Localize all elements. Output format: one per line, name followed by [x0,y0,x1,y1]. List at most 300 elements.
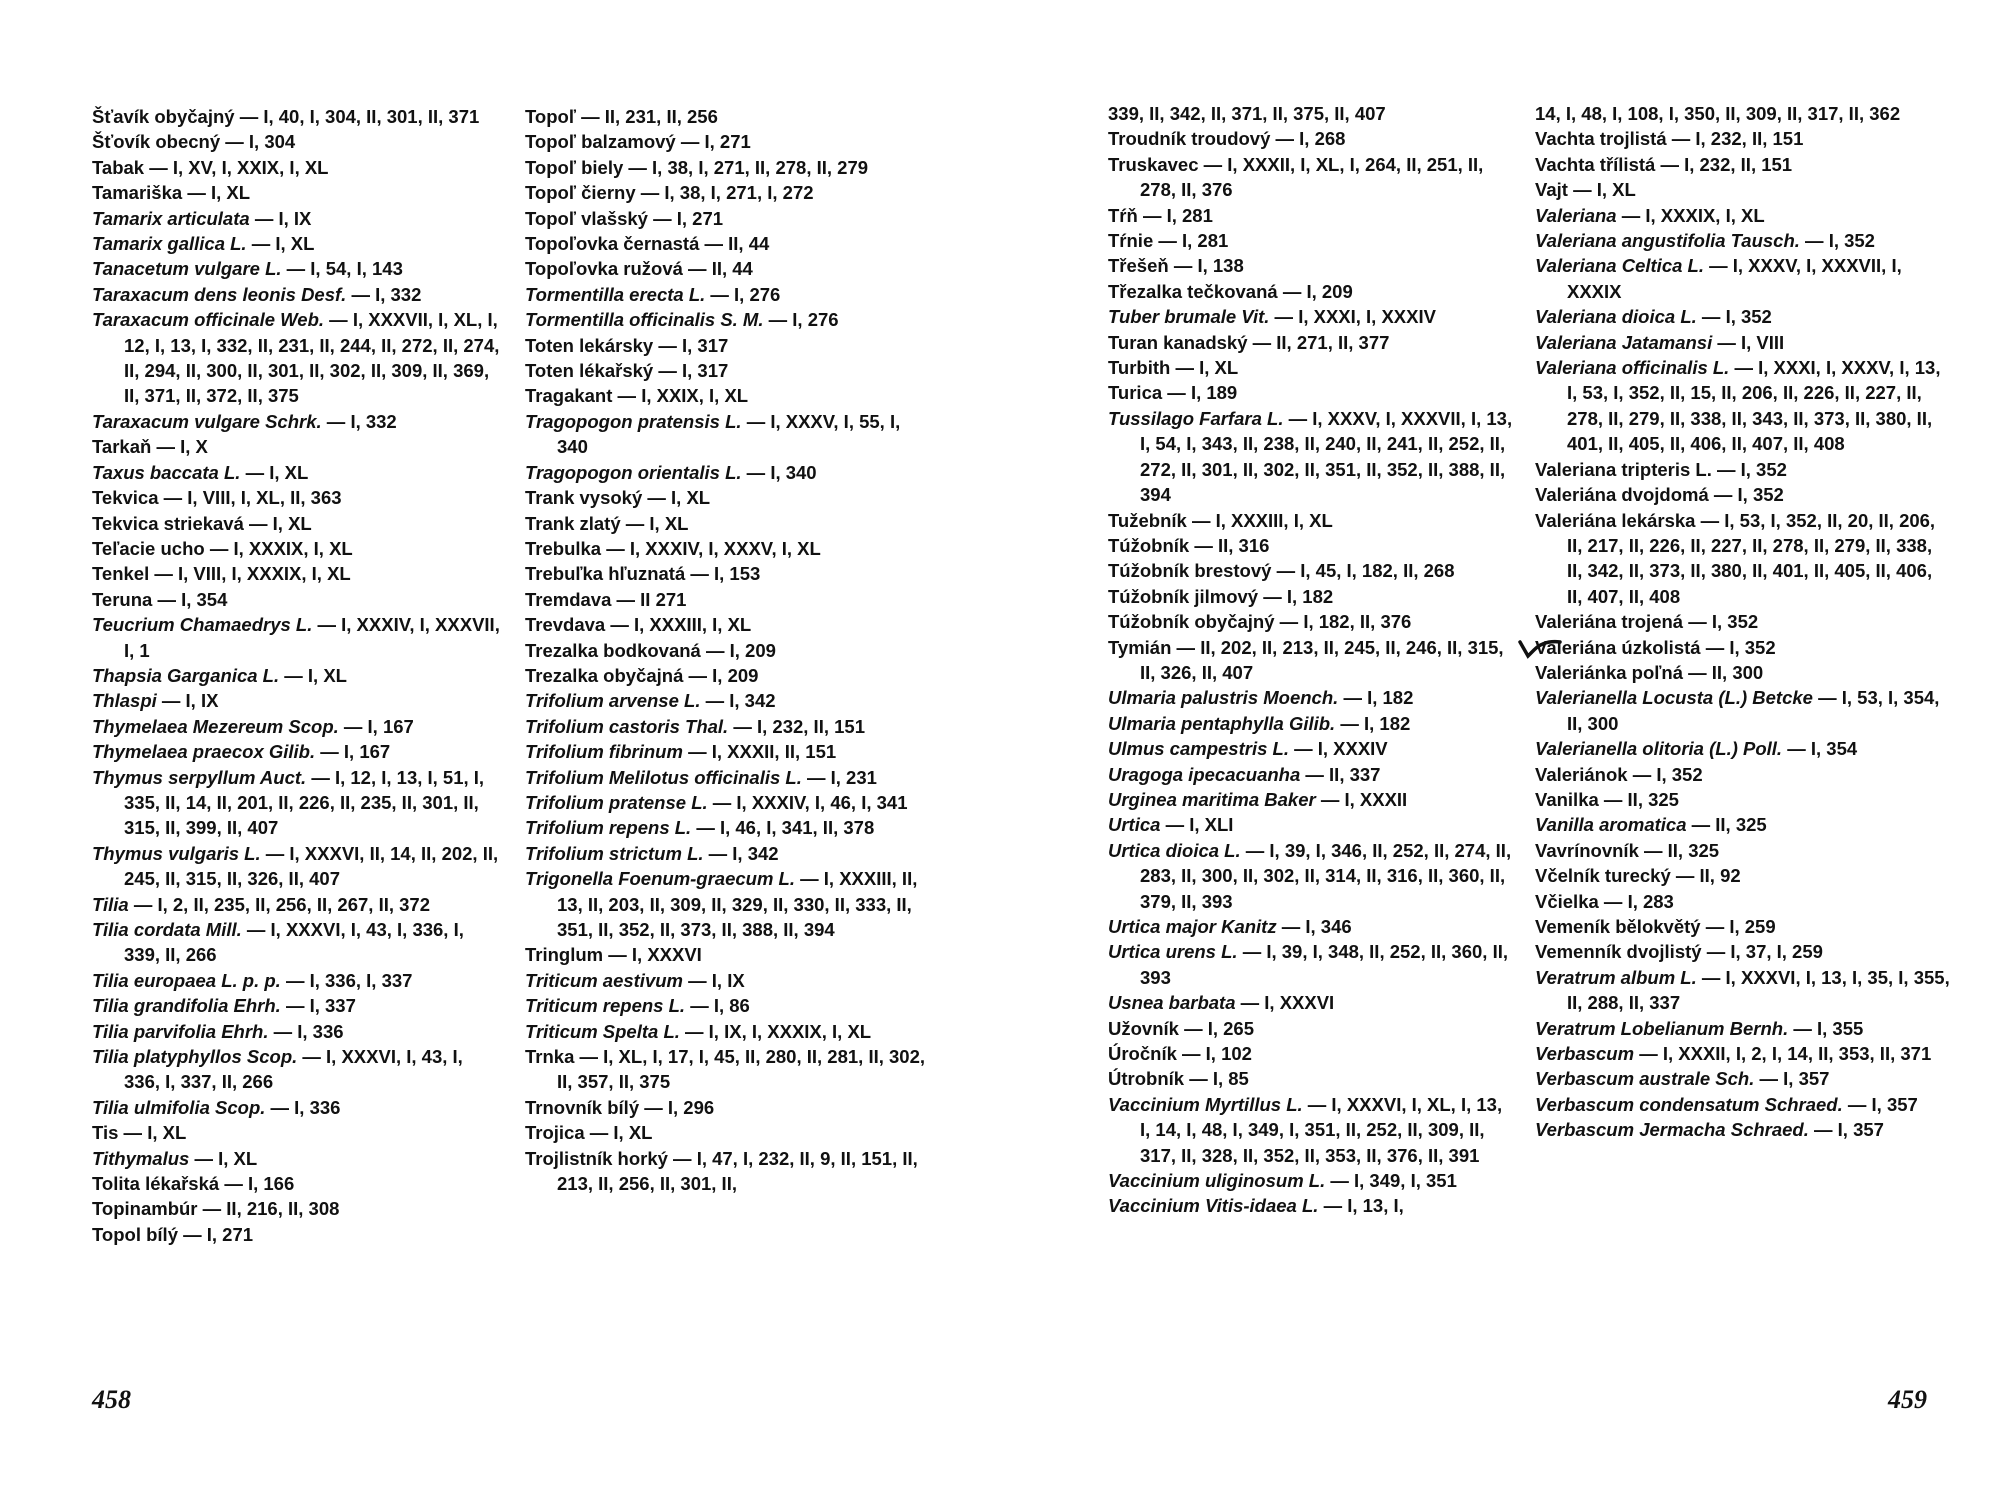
index-entry [525,180,927,205]
index-references: I, 355 [1817,1017,1864,1039]
dash-separator: — [246,919,266,940]
index-term: Vajt [1535,179,1568,201]
index-references: II, 44 [728,233,770,255]
dash-separator: — [746,461,766,483]
index-entry [1108,330,1516,355]
index-entry [92,180,502,205]
index-term: Thymelaea praecox Gilib. [92,741,316,763]
index-term: Thymus serpyllum Auct. [92,766,307,788]
index-term: Valeriana Jatamansi [1535,331,1713,353]
index-term: Tussilago Farfara L. [1108,407,1284,429]
index-entry [92,231,502,256]
index-entry [92,587,502,612]
index-references: I, 317 [681,360,729,382]
index-term: Valerianella Locusta (L.) Betcke [1535,687,1813,709]
index-references: I, XXXIX, I, XL [1645,204,1765,226]
index-references: I, 38, I, 271, I, 272 [664,182,814,204]
index-references: I, XXXVI [1264,992,1335,1014]
index-term: Vanilla aromatica [1535,814,1687,836]
index-term: Túžobník obyčajný [1108,611,1275,633]
index-entry [1108,812,1516,837]
index-term: Tamarix gallica L. [92,233,247,255]
index-entry [92,307,502,409]
dash-separator: — [320,741,339,763]
index-references: I, XL, I, 17, I, 45, II, 280, II, 281, II, 302, II, 357, II, 375 [557,1046,926,1093]
dash-separator: — [270,1096,290,1118]
index-term: Uragoga ipecacuanha [1108,763,1301,785]
index-term: Tymián [1108,636,1172,658]
index-entry [1535,101,1950,126]
index-references: I, XLI [1189,814,1234,836]
index-term: Valeriána lekárska [1535,509,1696,531]
index-entry [92,460,502,485]
dash-separator: — [1639,1043,1658,1065]
dash-separator: — [1245,839,1265,861]
index-term: Trifolium castoris Thal. [525,715,729,737]
dash-separator: — [302,1046,321,1068]
index-term: Tilia grandifolia Ehrh. [92,995,281,1017]
index-references: I, 336, I, 337 [309,969,413,991]
dash-separator: — [688,664,708,686]
index-references: I, 352 [1740,458,1787,480]
index-references: I, 352 [1711,611,1759,633]
dash-separator: — [157,588,176,610]
index-references: I, 271 [206,1223,254,1245]
index-references: I, XXXVI, I, 13, I, 35, I, 355, II, 288, II, 337 [1567,966,1950,1014]
index-term: Veratrum album L. [1535,966,1697,988]
index-references: I, 189 [1190,382,1238,404]
dash-separator: — [225,131,244,153]
index-entry [1108,253,1516,278]
index-term: Turan kanadský [1108,331,1248,353]
index-term: Usnea barbata [1108,992,1236,1014]
index-entry [1108,1016,1516,1041]
dash-separator: — [1603,890,1623,912]
index-term: Včelník turecký [1535,865,1671,887]
index-term: Třezalka tečkovaná [1108,280,1278,302]
index-references: I, VIII, I, XL, II, 363 [187,487,342,509]
dash-separator: — [1700,509,1720,531]
dash-separator: — [690,995,709,1017]
index-entry [525,688,927,713]
index-entry [92,714,502,739]
dash-separator: — [1688,661,1707,683]
index-references: I, 209 [1306,280,1353,302]
index-entry [1535,762,1950,787]
index-references: I, 342 [729,690,776,712]
index-term: Tragopogon pratensis L. [525,410,742,432]
index-term: Trigonella Foenum-graecum L. [525,868,796,890]
index-term: Thymelaea Mezereum Scop. [92,715,339,737]
dash-separator: — [273,1020,293,1042]
index-entry [92,206,502,231]
dash-separator: — [329,309,348,331]
index-term: Třešeň [1108,255,1169,277]
index-references: I, 352 [1656,763,1703,785]
index-term: Tilia platyphyllos Scop. [92,1046,298,1068]
index-entry [1108,1066,1516,1091]
index-references: I, 167 [343,741,391,763]
index-entry [92,612,502,663]
dash-separator: — [1632,763,1652,785]
index-references: I, 38, I, 271, II, 278, II, 279 [652,156,869,178]
index-entry [525,765,927,790]
index-entry [1108,1193,1516,1218]
dash-separator: — [1713,484,1733,506]
index-references: I, XXXV, I, 55, I, 340 [557,410,901,458]
index-entry [1108,711,1516,736]
index-entry [92,688,502,713]
dash-separator: — [1182,1043,1201,1065]
index-references: I, 337 [309,995,356,1017]
index-term: Tuber brumale Vit. [1108,306,1270,328]
index-term: Trank zlatý [525,512,621,534]
index-term: Urtica [1108,814,1161,836]
index-references: I, XXXV, I, XXXVII, I, 13, I, 54, I, 343, II, 238, II, 240, II, 241, II, 252, II, 272, II, 301, II, 302, II, 351, II, 352, II, 388, II, 394 [1140,407,1513,506]
index-term: Verbascum australe Sch. [1535,1068,1755,1090]
index-term: Šťavík obyčajný [92,106,235,127]
index-references: I, XXXVI, I, XL, I, 13, I, 14, I, 48, I, 349, I, 351, II, 252, II, 309, II, 317, II, 328, II, 352, II, 353, II, 376, II, 391 [1140,1093,1503,1166]
index-references: I, 232, II, 151 [756,715,865,737]
index-entry [92,1196,502,1221]
index-term: Valeriána úzkolistá [1535,636,1701,658]
dash-separator: — [202,1198,222,1220]
dash-separator: — [1847,1093,1867,1115]
index-references: I, 37, I, 259 [1730,941,1823,963]
index-entry [1535,177,1950,202]
index-entry [525,1146,927,1197]
dash-separator: — [589,1122,609,1144]
dash-separator: — [1793,1017,1812,1039]
index-references: I, 138 [1197,255,1244,277]
dash-separator: — [194,1147,213,1169]
index-entry [525,231,927,256]
index-entry [92,1146,502,1171]
index-entry [525,1095,927,1120]
index-references: I, 85 [1212,1068,1249,1090]
dash-separator: — [311,766,330,788]
index-references: I, XXXVI, I, 43, I, 336, I, 337, II, 266 [124,1046,463,1093]
index-term: Valeriana [1535,204,1617,226]
dash-separator: — [1573,179,1592,201]
index-term: Ulmaria pentaphylla Gilib. [1108,712,1336,734]
index-term: Toten lékařský [525,360,654,382]
index-references: I, IX [278,207,312,229]
dash-separator: — [1274,306,1294,328]
dash-separator: — [1671,128,1691,150]
index-references: I, 182 [1363,712,1411,734]
index-entry [1535,838,1950,863]
index-references: I, 271 [676,207,724,229]
index-references: I, XXXIV, I, XXXVII, I, 1 [124,614,500,661]
index-term: Tamarix articulata [92,207,250,229]
index-term: Vaccinium Vitis-idaea L. [1108,1195,1319,1217]
dash-separator: — [1173,255,1193,277]
dash-separator: — [1189,1068,1208,1090]
index-term: Tamariška [92,182,183,204]
index-term: Vemeník bělokvětý [1535,916,1701,937]
dash-separator: — [1240,992,1260,1014]
index-references: I, XXXII, I, 2, I, 14, II, 353, II, 371 [1662,1043,1932,1065]
index-references: I, 357 [1837,1119,1884,1141]
dash-separator: — [154,563,173,585]
index-references: I, XL [1199,357,1239,379]
index-entry [92,409,502,434]
index-entry [1535,660,1950,685]
index-entry [525,104,927,129]
index-references: I, 332 [350,410,397,432]
dash-separator: — [1263,585,1282,607]
dash-separator: — [1203,153,1223,175]
index-references: II, 92 [1699,865,1741,887]
index-entry [92,256,502,281]
index-term: Tekvica [92,487,159,509]
index-references: I, 354 [1810,738,1858,760]
index-term: Urginea maritima Baker [1108,788,1316,810]
index-references: I, 340 [770,461,817,483]
index-entry [92,155,502,180]
index-references: I, 102 [1205,1043,1252,1065]
index-term: Verbascum condensatum Schraed. [1535,1093,1843,1115]
index-references: I, XL [147,1122,187,1144]
index-references: I, 182 [1367,687,1414,709]
dash-separator: — [628,156,647,178]
index-references: II, 325 [1667,839,1720,861]
index-term: Topol bílý [92,1223,178,1245]
index-entry [92,968,502,993]
index-references: I, 53, I, 352, II, 20, II, 206, II, 217, II, 226, II, 227, II, 278, II, 279, II, 338, II, 342, II, 373, II, 380, II, 401, II, 405, II, 406, II, 407, II, 408 [1567,509,1936,607]
dash-separator: — [616,588,636,610]
index-term: Valeriánok [1535,763,1628,785]
dash-separator: — [688,969,707,991]
dash-separator: — [133,893,153,915]
dash-separator: — [224,1173,243,1195]
dash-separator: — [1252,331,1272,353]
index-entry [1108,558,1516,583]
index-references: II, 216, II, 308 [226,1198,340,1220]
index-entry [525,383,927,408]
index-term: Úročník [1108,1043,1177,1065]
index-column-2 [525,104,927,1196]
index-term: Trojica [525,1122,585,1144]
index-references: I, XXXVI, II, 14, II, 202, II, 245, II, 315, II, 326, II, 407 [124,842,499,890]
index-term: Topoľovka černastá [525,233,700,255]
index-entry [1108,228,1516,253]
index-term: Valeriana angustifolia Tausch. [1535,230,1800,252]
index-references: I, 268 [1299,128,1346,150]
index-references: I, XXXII [1344,788,1408,810]
dash-separator: — [1621,204,1641,226]
index-entry [92,511,502,536]
index-term: Trebulka [525,537,602,559]
index-term: Tormentilla officinalis S. M. [525,309,764,331]
index-term: Triticum Spelta L. [525,1020,680,1042]
index-term: Tenkel [92,563,150,585]
index-entry [525,358,927,383]
index-entry [1535,1092,1950,1117]
index-references: I, 336 [294,1096,341,1118]
index-references: I, XL [649,512,689,534]
dash-separator: — [249,512,268,534]
index-term: Valeriána dvojdomá [1535,484,1709,506]
dash-separator: — [1281,916,1301,937]
index-entry [525,129,927,154]
index-entry [1108,609,1516,634]
check-mark-icon [1518,636,1562,664]
dash-separator: — [1165,814,1185,836]
index-entry [1108,533,1516,558]
dash-separator: — [690,563,709,585]
index-entry [92,1171,502,1196]
index-entry [1108,939,1516,990]
index-references: I, 232, II, 151 [1695,128,1804,150]
index-term: Urtica urens L. [1108,941,1238,963]
index-entry [92,765,502,841]
index-references: I, XXXIX, I, XL [233,537,353,559]
dash-separator: — [1717,331,1736,353]
index-term: Turbith [1108,357,1171,379]
index-references: I, VIII, I, XXXIX, I, XL [178,563,351,585]
index-term: Topoľ vlašský [525,207,648,229]
index-term: Trifolium repens L. [525,817,692,839]
index-entry [1108,355,1516,380]
index-term: Teucrium Chamaedrys L. [92,614,313,636]
index-references: I, 47, I, 232, II, 9, II, 151, II, 213, II, 256, II, 301, II, [557,1147,918,1195]
index-entry [525,815,927,840]
index-term: Tilia cordata Mill. [92,919,242,940]
index-term: Tolita lékařská [92,1173,220,1195]
dash-separator: — [123,1122,143,1144]
index-entry [92,104,502,129]
index-references: I, 352 [1828,230,1875,252]
dash-separator: — [183,1223,202,1245]
index-entry [1535,1016,1950,1041]
dash-separator: — [1276,560,1296,582]
index-term: Vanilka [1535,788,1599,810]
dash-separator: — [1709,255,1728,277]
dash-separator: — [1307,1093,1327,1115]
index-term: Topinambúr [92,1198,198,1220]
index-references: I, 153 [714,563,761,585]
dash-separator: — [1158,230,1177,252]
index-references: I, XXXIII, II, 13, II, 203, II, 309, II, 329, II, 330, II, 333, II, 351, II, 352, II, 373, II, 388, II, 394 [557,868,918,940]
index-entry [1108,635,1516,686]
index-references: I, 40, I, 304, II, 301, II, 371 [263,106,480,127]
index-entry [1535,228,1950,253]
dash-separator: — [1644,839,1663,861]
index-references: I, 54, I, 143 [310,258,403,280]
dash-separator: — [800,868,819,890]
index-references: I, 12, I, 13, I, 51, I, 335, II, 14, II, 201, II, 226, II, 235, II, 301, II, 315, II, 399, II, 407 [124,766,485,839]
index-term: Truskavec [1108,153,1199,175]
index-term: Tilia parvifolia Ehrh. [92,1020,269,1042]
index-references: I, 167 [367,715,414,737]
index-entry [1108,101,1516,126]
index-term: Útrobník [1108,1068,1185,1090]
index-term: Teľacie ucho [92,537,205,559]
dash-separator: — [673,1147,692,1169]
index-entry [525,790,927,815]
index-references: I, XXXIV, I, XXXV, I, XL [629,537,821,559]
index-entry [1108,584,1516,609]
index-entry [525,1044,927,1095]
index-term: Trnovník bílý [525,1096,640,1118]
index-term: Valeriana tripteris L. [1535,458,1712,480]
index-entry [525,256,927,281]
index-entry [1108,914,1516,939]
index-entry [92,434,502,459]
index-entry [1108,406,1516,508]
dash-separator: — [1701,306,1721,328]
dash-separator: — [680,131,700,153]
index-term: Thlaspi [92,690,157,712]
dash-separator: — [579,1046,598,1068]
index-references: I, XXXV, I, XXXVII, I, XXXIX [1567,255,1902,302]
index-term: Toten lekársky [525,334,654,356]
index-term: Urtica major Kanitz [1108,916,1277,937]
dash-separator: — [658,360,677,382]
index-entry [525,942,927,967]
dash-separator: — [688,258,707,280]
index-references: II 271 [640,588,687,610]
index-references: I, XV, I, XXIX, I, XL [172,156,329,178]
index-entry [525,485,927,510]
index-references: I, IX [185,690,219,712]
page-number-left: 458 [92,1385,131,1414]
index-term: Topoľ čierny [525,182,636,204]
dash-separator: — [746,410,766,432]
index-entry [92,536,502,561]
index-entry [92,485,502,510]
index-term: Trifolium Melilotus officinalis L. [525,766,802,788]
index-entry [525,739,927,764]
dash-separator: — [1275,128,1295,150]
index-entry [525,561,927,586]
index-references: I, 45, I, 182, II, 268 [1300,560,1455,582]
dash-separator: — [625,512,645,534]
dash-separator: — [265,842,285,864]
index-entry [1535,355,1950,457]
index-entry [525,1120,927,1145]
index-term: Šťovík obecný [92,131,221,153]
index-term: Topoľ biely [525,156,624,178]
dash-separator: — [610,614,629,636]
dash-separator: — [608,944,627,966]
index-references: I, XL [275,233,315,255]
index-entry [525,460,927,485]
dash-separator: — [1603,788,1623,810]
dash-separator: — [1688,611,1707,633]
index-references: I, XXXIII, I, XL [634,614,752,636]
dash-separator: — [653,207,672,229]
index-term: Teruna [92,588,153,610]
index-term: Tormentilla erecta L. [525,283,706,305]
dash-separator: — [1717,458,1736,480]
index-references: II, 202, II, 213, II, 245, II, 246, II, 315, II, 326, II, 407 [1140,636,1504,683]
dash-separator: — [317,614,336,636]
index-term: Valeriana officinalis L. [1535,357,1730,379]
index-term: Thymus vulgaris L. [92,842,261,864]
dash-separator: — [285,969,305,991]
dash-separator: — [1343,687,1362,709]
index-entry [525,993,927,1018]
dash-separator: — [251,233,271,255]
index-entry [1108,1092,1516,1168]
index-entry [525,536,927,561]
dash-separator: — [1176,636,1196,658]
index-references: II, 325 [1627,788,1679,810]
index-entry [1535,1041,1950,1066]
